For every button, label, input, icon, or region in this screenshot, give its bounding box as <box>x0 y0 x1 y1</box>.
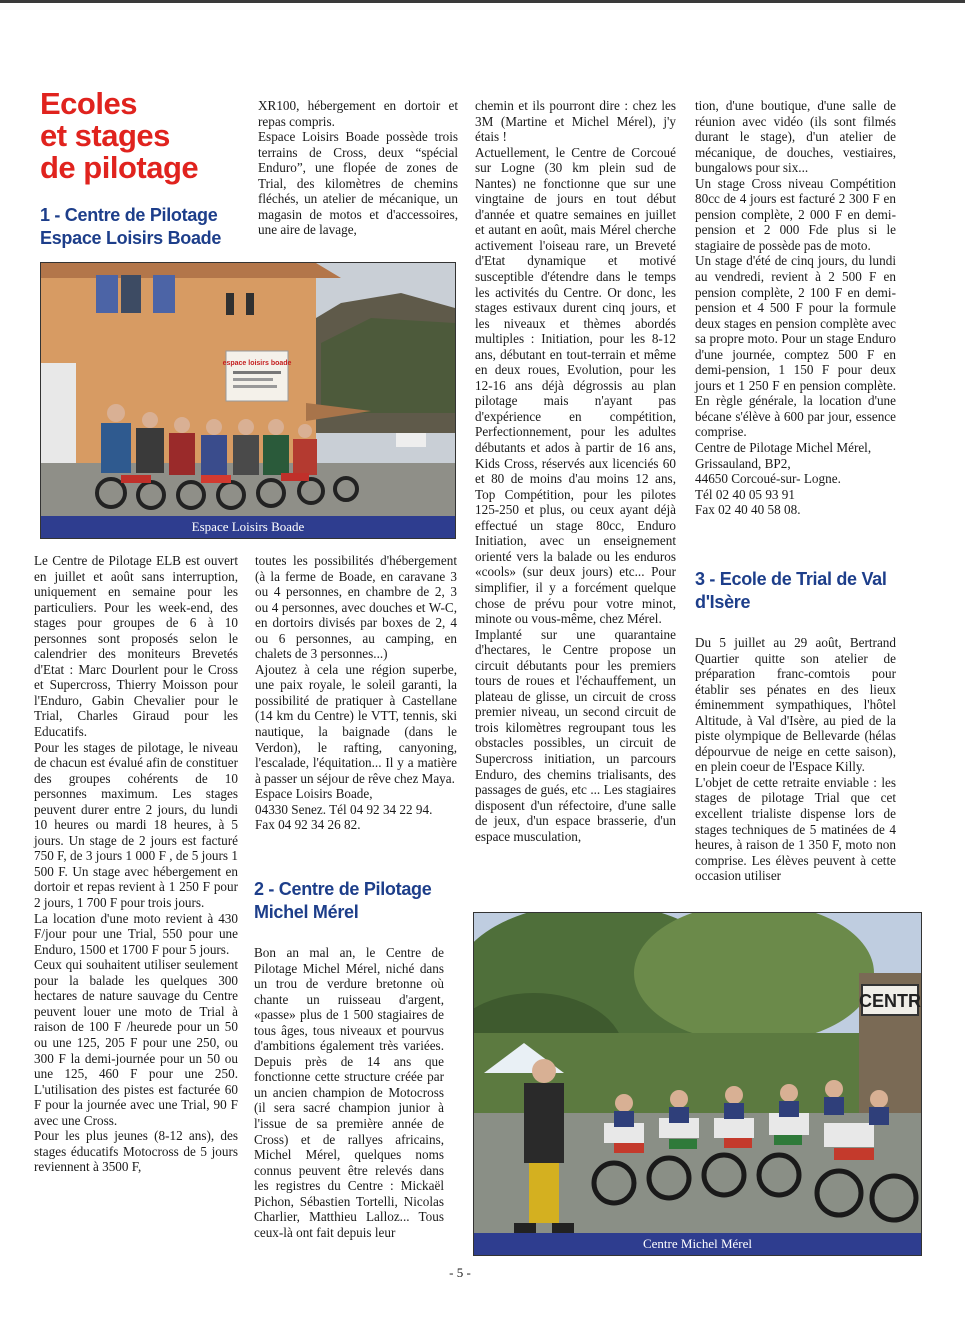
column-right-2 <box>695 98 896 518</box>
paragraph: 44650 Corcoué-sur- Logne. <box>695 471 841 487</box>
page-number: - 5 - <box>449 1265 471 1280</box>
paragraph: Fax 02 40 40 58 08. <box>695 502 801 518</box>
article-title <box>40 88 250 184</box>
paragraph: Espace Loisirs Boade, <box>255 786 373 802</box>
paragraph: Bon an mal an, le Centre de Pilotage Michel Mérel, niché dans un trou de verdure bretonne où chante un ruisseau d'argent, «passe» plus de 1 500 stagiaires de tous âges, tous niveaux et pourvus d'ambitions également très variées. Depuis près de 14 ans que fonctionne cette structure créée par un ancien champion de Motocross (il sera sacré champion junior à l'issue de sa première année de Cross) et de rallyes africains, Michel Mérel, quelques noms connus peuvent être relevés dans les registres du Centre : Mickaël Pichon, Sébastien Tortelli, Nicolas Charlier, Matthieu Lalloz... Tous ceux-là ont fait depuis leur <box>254 945 444 1240</box>
heading-line: Michel Mérel <box>254 902 359 922</box>
title-line: Ecoles <box>40 86 137 121</box>
title-line: de pilotage <box>40 150 199 185</box>
section2-heading <box>254 878 464 924</box>
photo2-image <box>474 913 921 1255</box>
column-right-1 <box>475 98 676 844</box>
paragraph: Espace Loisirs Boade possède trois terrains de Cross, deux “spécial Enduro”, une flopée de zones de Trial, des kilomètres de chemins fléchés, un atelier de mécanique, un magasin de motos et d'accessoires, une aire de lavage, <box>258 129 458 238</box>
paragraph: Implanté sur une quarantaine d'hectares, le Centre propose un circuit débutants pour les premiers tours de roues et l'échauffement, un plateau de glisse, un circuit de cross premier niveau, un second circuit de trois kilomètres regroupant tous les obstacles possibles, un circuit de Supercross initiation, un parcours Enduro, des chemins trialisants, des passages de gués, etc ... Les stagiaires disposent d'un réfectoire, d'une salle de jeux, d'un espace brasserie, d'un espace musculation, <box>475 626 676 844</box>
paragraph: Pour les stages de pilotage, le niveau de chacun est évalué afin de constituer des groupes cohérents de 10 personnes maximum. Les stages peuvent durer entre 2 jours, du lundi 10 heures ou mardi 18 heures, à 5 jours. Un stage de 2 jours est facturé 750 F, de 3 jours 1 000 F , de 5 jours 1 500 F. Un stage avec hébergement en dortoir et repas revient à 1 250 F pour 2 jours, 1 700 F pour trois jours. <box>34 739 238 911</box>
paragraph: Pour les plus jeunes (8-12 ans), des stages éducatifs Motocross de 5 jours reviennent à 3500 F, <box>34 1128 238 1175</box>
heading-line: 3 - Ecole de Trial de Val <box>695 569 887 589</box>
paragraph: tion, d'une boutique, d'une salle de réunion avec vidéo (ils sont filmés durant le stage), d'un atelier de mécanique, de douches, vestiaires, bungalows pour six... <box>695 98 896 176</box>
heading-line: d'Isère <box>695 592 751 612</box>
paragraph: Tél 02 40 05 93 91 <box>695 486 795 502</box>
photo-espace-loisirs-boade <box>40 262 456 539</box>
paragraph: Ajoutez à cela une région superbe, une paix royale, le soleil garanti, la possibilité de pratiquer à Castellane (14 km du Centre) le VTT, tennis, ski nautique, la baignade (dans le Verdon), le rafting, canyoning, l'escalade, l'équitation... Il y a matière à passer un séjour de rêve chez Maya. <box>255 661 457 786</box>
title-line: et stages <box>40 118 170 153</box>
paragraph: Un stage Cross niveau Compétition 80cc de 4 jours est facturé 2 300 F en pension complète, 2 000 F en demi-pension et 2 000 Fde plus si le stagiaire de possède pas de moto. <box>695 175 896 253</box>
section3-heading <box>695 568 905 614</box>
photo2-caption: Centre Michel Mérel <box>474 1233 921 1255</box>
column-top-2 <box>258 98 458 238</box>
centre-sign-text: CENTR <box>859 991 921 1011</box>
paragraph: La location d'une moto revient à 430 F/jour pour une Trial, 550 pour une Enduro, 1500 et 1700 F pour 5 jours. <box>34 910 238 957</box>
paragraph: XR100, hébergement en dortoir et repas compris. <box>258 98 458 129</box>
paragraph: toutes les possibilités d'hébergement (à la ferme de Boade, en caravane 3 ou 4 personnes, en chambre de 2, 3 ou 4 personnes, avec douches et W-C, en dortoirs divisés par boxes de 2, 4 ou 6 personnes, au camping, en chalets de 3 personnes...) <box>255 553 457 662</box>
paragraph: Centre de Pilotage Michel Mérel, <box>695 440 872 456</box>
sign-text: espace loisirs boade <box>222 360 292 367</box>
column-middle <box>255 553 457 833</box>
column-right-2-lower <box>695 635 896 884</box>
heading-line: 2 - Centre de Pilotage <box>254 879 432 899</box>
heading-line: 1 - Centre de Pilotage <box>40 205 218 225</box>
photo1-caption: Espace Loisirs Boade <box>41 516 455 538</box>
paragraph: L'objet de cette retraite enviable : les stages de pilotage Trial que cet excellent trialiste dispense lors de stages techniques de 5 matinées de 4 heures, à raison de 1 350 F, moto non comprise. Les élèves peuvent à cette occasion utiliser <box>695 774 896 884</box>
paragraph: 04330 Senez. Tél 04 92 34 22 94. <box>255 801 433 817</box>
column-left <box>34 553 238 1175</box>
paragraph: Un stage d'été de cinq jours, du lundi au vendredi, revient à 2 500 F en pension complète, 2 100 F en demi-pension et 4 500 F pour la formule deux stages en pension complète avec sa propre moto. Pour un stage Enduro d'une journée, comptez 500 F en demi-pension, 1 150 F pour deux jours et 1 250 F en pension complète. En règle générale, la location d'une bécane s'élève à 600 par jour, essence comprise. <box>695 253 896 440</box>
section1-heading <box>40 204 250 250</box>
paragraph: Du 5 juillet au 29 août, Bertrand Quartier quitte son atelier de préparation franc-comtois pour établir ses pénates en des lieux éminemment sympathiques, l'hôtel Altitude, à Val d'Isère, au pied de la piste olympique de Bellevarde (hélas dépourvue de neige en cette saison), en plein coeur de l'Espace Killy. <box>695 635 896 775</box>
paragraph: chemin et ils pourront dire : chez les 3M (Martine et Michel Mérel), j'y étais ! <box>475 98 676 145</box>
photo1-image <box>41 263 455 538</box>
heading-line: Espace Loisirs Boade <box>40 228 222 248</box>
top-rule <box>0 0 965 3</box>
paragraph: Le Centre de Pilotage ELB est ouvert en juillet et août sans interruption, uniquement en semaine pour les particuliers. Pour les week-end, des stages pour groupes de 6 à 10 personnes sont proposés selon le calendrier des moniteurs Brevetés d'Etat : Marc Dourlent pour le Cross et Supercross, Thierry Moisson pour l'Enduro, Gabin Chevalier pour le Trial, Charles Giraud pour les Educatifs. <box>34 553 238 740</box>
paragraph: Fax 04 92 34 26 82. <box>255 817 361 833</box>
column-middle-lower <box>254 945 444 1240</box>
photo-centre-michel-merel <box>473 912 922 1256</box>
paragraph: Ceux qui souhaitent utiliser seulement pour la balade les quelques 300 hectares de nature sauvage du Centre peuvent louer une moto de Trial à raison de 100 F /heurede pour un 50 ou une 125, 205 F pour une 250, ou 300 F la demi-journée pour un 50 ou une 125, 460 F pour une 250. L'utilisation des pistes est facturée 60 F pour la journée avec une Trial, 90 F avec une Cross. <box>34 957 238 1128</box>
paragraph: Grissauland, BP2, <box>695 455 791 471</box>
paragraph: Actuellement, le Centre de Corcoué sur Logne (30 km plein sud de Nantes) ne fonctionne que sur une vingtaine de jours en tout début d'année et quatre semaines en juillet et autant en août, mais Mérel cherche activement l'oiseau rare, un Breveté d'Etat dynamique et motivé susceptible d'étendre dans le temps les activités du Centre. Or donc, les stages estivaux durent cinq jours, et les niveaux et thèmes abordés multiples : Initiation, pour les 8-12 ans, débutant en tout-terrain et même en deux roues, Evolution, pour les 12-16 ans déjà dégrossis au plan pilotage mais n'ayant pas d'expérience en compétition, Perfectionnement, pour les adultes débutants et ados à partir de 16 ans, Kids Cross, réservés aux licenciés 60 et 80 de moins d'au moins 12 ans, Top Compétition, pour les pilotes 125-250 et plus, ou ceux ayant déjà effectué un stage 80cc, Enduro Initiation, avec un enseignement orienté vers la balade ou les enduros «cools» (sur deux jours) etc... Pour simplifier, il y a forcément quelque chose de prévu pour votre minot, minote ou vous-même, chez Mérel. <box>475 144 676 627</box>
